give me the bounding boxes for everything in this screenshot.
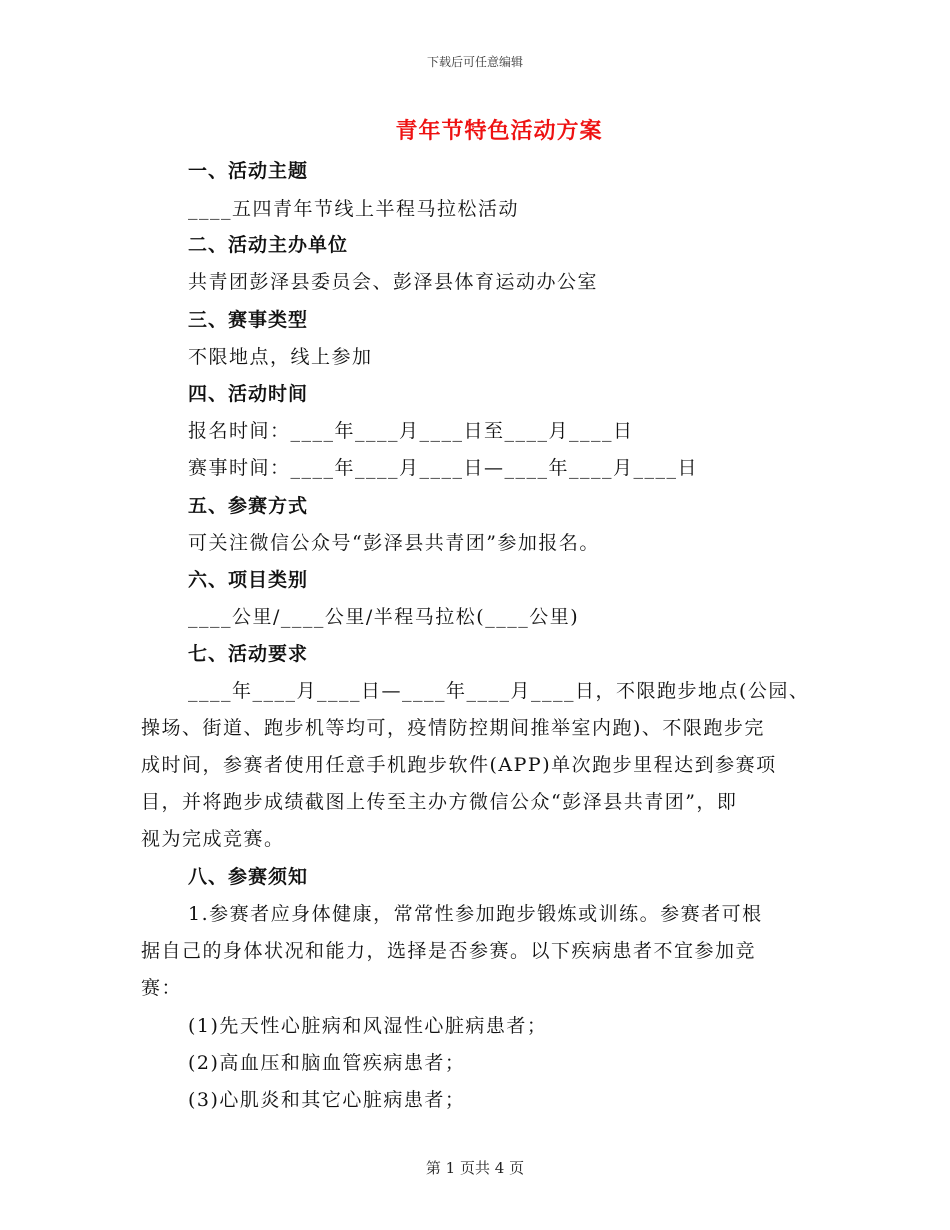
section-heading-type: 三、赛事类型	[188, 309, 309, 331]
notice-list-item: (1)先天性心脏病和风湿性心脏病患者；	[188, 1015, 548, 1037]
requirements-line: 视为完成竞赛。	[141, 828, 285, 850]
notice-line: 1.参赛者应身体健康，常常性参加跑步锻炼或训练。参赛者可根	[188, 903, 763, 925]
section-body-theme: ____五四青年节线上半程马拉松活动	[188, 198, 520, 220]
registration-time: 报名时间：____年____月____日至____月____日	[188, 420, 634, 442]
section-body-method: 可关注微信公众号“彭泽县共青团”参加报名。	[188, 532, 600, 554]
notice-line: 据自己的身体状况和能力，选择是否参赛。以下疾病患者不宜参加竞	[141, 940, 757, 962]
event-time: 赛事时间：____年____月____日—____年____月____日	[188, 457, 699, 479]
document-title: 青年节特色活动方案	[395, 118, 603, 144]
section-body-organizer: 共青团彭泽县委员会、彭泽县体育运动办公室	[188, 271, 599, 293]
section-heading-method: 五、参赛方式	[188, 495, 309, 517]
notice-line: 赛：	[141, 977, 183, 999]
requirements-line: ____年____月____日—____年____月____日，不限跑步地点(公园、	[188, 680, 810, 702]
notice-list-item: (2)高血压和脑血管疾病患者；	[188, 1052, 466, 1074]
section-body-type: 不限地点，线上参加	[188, 346, 373, 368]
requirements-line: 成时间，参赛者使用任意手机跑步软件(APP)单次跑步里程达到参赛项	[141, 754, 777, 776]
section-heading-category: 六、项目类别	[188, 569, 309, 591]
requirements-line: 操场、街道、跑步机等均可，疫情防控期间推举室内跑)、不限跑步完	[141, 717, 765, 739]
notice-list-item: (3)心肌炎和其它心脏病患者；	[188, 1089, 466, 1111]
requirements-line: 目，并将跑步成绩截图上传至主办方微信公众“彭泽县共青团”，即	[141, 791, 738, 813]
section-body-category: ____公里/____公里/半程马拉松(____公里)	[188, 606, 580, 628]
section-heading-notice: 八、参赛须知	[188, 866, 309, 888]
page-number: 第 1 页共 4 页	[425, 1159, 525, 1177]
section-heading-requirements: 七、活动要求	[188, 643, 309, 665]
section-heading-theme: 一、活动主题	[188, 160, 309, 182]
section-heading-time: 四、活动时间	[188, 383, 309, 405]
header-note: 下载后可任意编辑	[426, 55, 523, 69]
section-heading-organizer: 二、活动主办单位	[188, 234, 349, 256]
